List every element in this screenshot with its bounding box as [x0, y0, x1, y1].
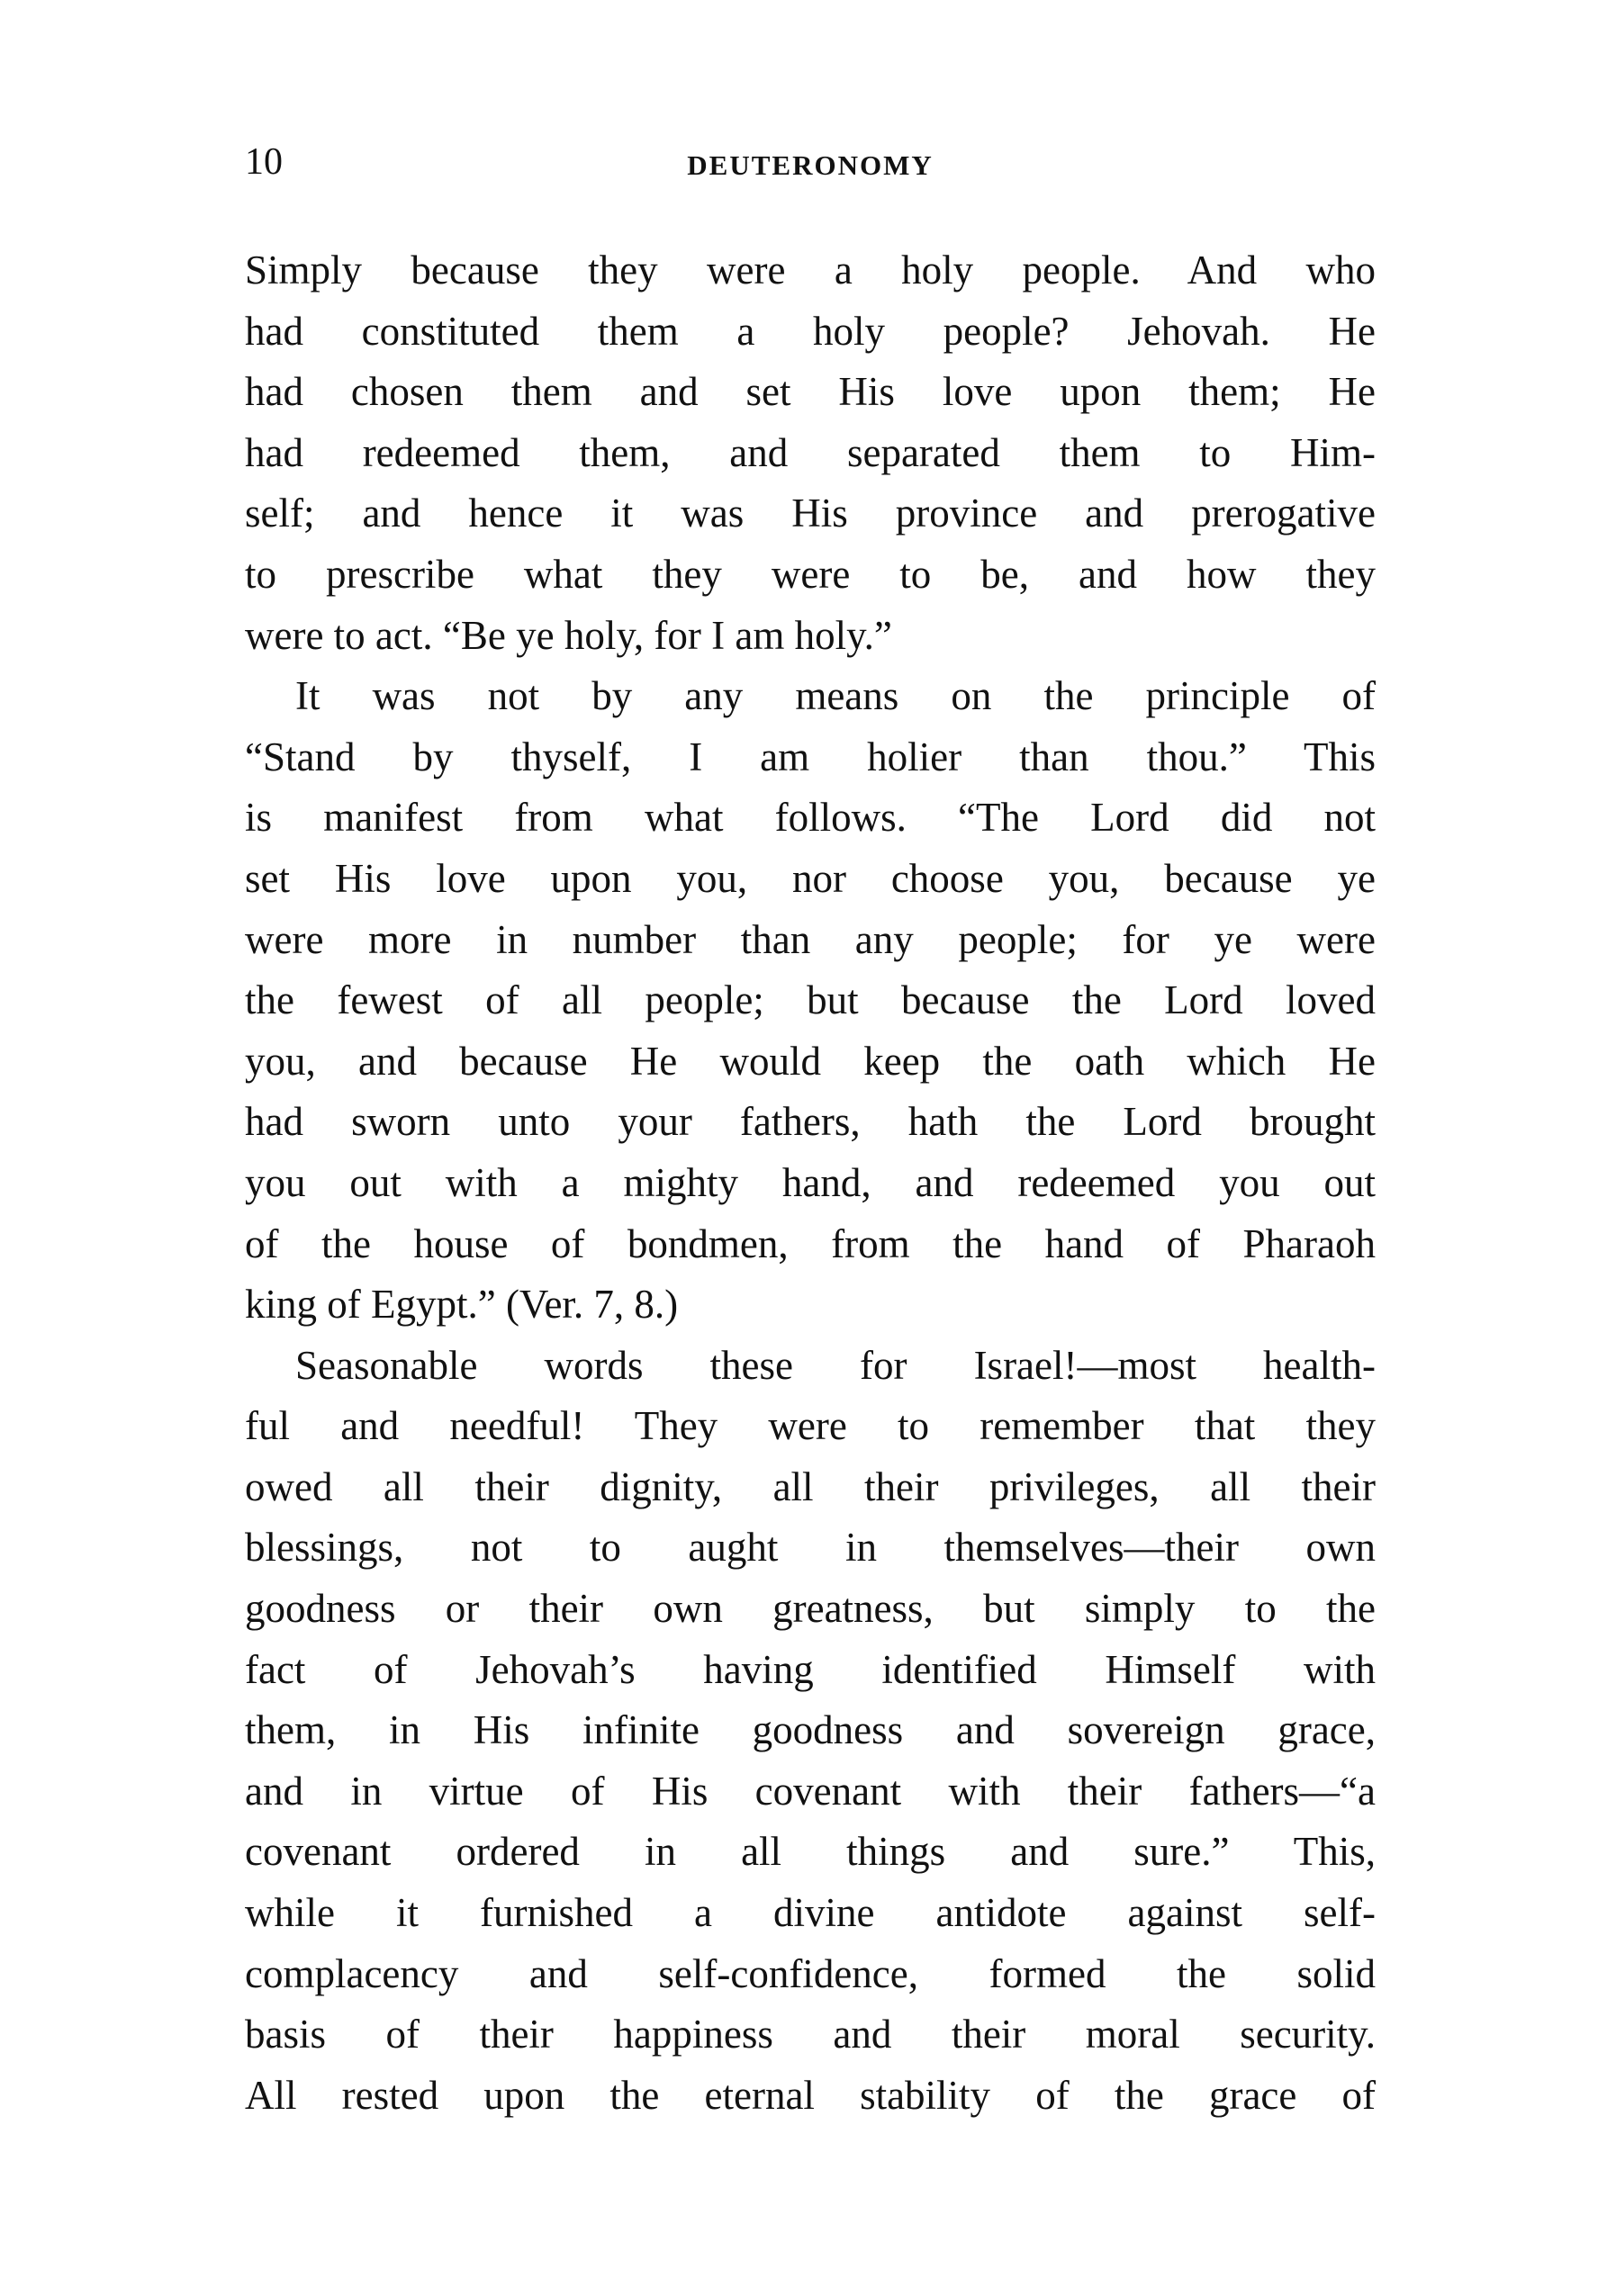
text-line: were to act. “Be ye holy, for I am holy.” [245, 612, 892, 658]
text-line: you out with a mighty hand, and redeemed you out [245, 1159, 1376, 1205]
text-line: blessings, not to aught in themselves—their own [245, 1525, 1376, 1571]
paragraph-3 [245, 1336, 1376, 2127]
text-line: self; and hence it was His province and prerogative [245, 491, 1376, 536]
running-head: DEUTERONOMY [687, 149, 934, 181]
text-line: Seasonable words these for Israel!—most health- [295, 1342, 1376, 1388]
text-line: complacency and self-confidence, formed the solid [245, 1950, 1376, 1996]
text-line: while it furnished a divine antidote against self- [245, 1890, 1376, 1936]
paragraph-1 [245, 240, 1376, 666]
paragraph-2 [245, 666, 1376, 1336]
text-line: owed all their dignity, all their privileges, all their [245, 1463, 1376, 1509]
text-line: them, in His infinite goodness and sovereign grace, [245, 1707, 1376, 1753]
text-line: and in virtue of His covenant with their fathers—“a [245, 1768, 1376, 1814]
page-number: 10 [245, 141, 283, 183]
text-line: Simply because they were a holy people. And who [245, 248, 1376, 293]
text-line: “Stand by thyself, I am holier than thou.” This [245, 734, 1376, 779]
text-line: you, and because He would keep the oath which He [245, 1038, 1376, 1084]
text-line: is manifest from what follows. “The Lord did not [245, 795, 1376, 841]
text-line: ful and needful! They were to remember that they [245, 1403, 1376, 1449]
text-line: had chosen them and set His love upon them; He [245, 369, 1376, 415]
text-line: of the house of bondmen, from the hand of Pharaoh [245, 1220, 1376, 1266]
text-line: the fewest of all people; but because the Lord loved [245, 977, 1376, 1023]
text-line: to prescribe what they were to be, and how they [245, 551, 1376, 597]
text-line: had sworn unto your fathers, hath the Lord brought [245, 1099, 1376, 1145]
text-line: basis of their happiness and their moral security. [245, 2012, 1376, 2057]
page-header [245, 135, 1376, 189]
text-line: covenant ordered in all things and sure.” This, [245, 1829, 1376, 1875]
text-line: had redeemed them, and separated them to Him- [245, 429, 1376, 475]
text-line: king of Egypt.” (Ver. 7, 8.) [245, 1282, 679, 1328]
text-line: had constituted them a holy people? Jehovah. He [245, 308, 1376, 354]
text-line: set His love upon you, nor choose you, because ye [245, 855, 1376, 901]
body-text [245, 240, 1376, 2126]
text-line: It was not by any means on the principle of [295, 673, 1376, 719]
text-line: fact of Jehovah’s having identified Himself with [245, 1646, 1376, 1692]
text-line: All rested upon the eternal stability of the grace of [245, 2072, 1376, 2118]
text-line: were more in number than any people; for ye were [245, 916, 1376, 962]
text-line: goodness or their own greatness, but simply to the [245, 1586, 1376, 1632]
